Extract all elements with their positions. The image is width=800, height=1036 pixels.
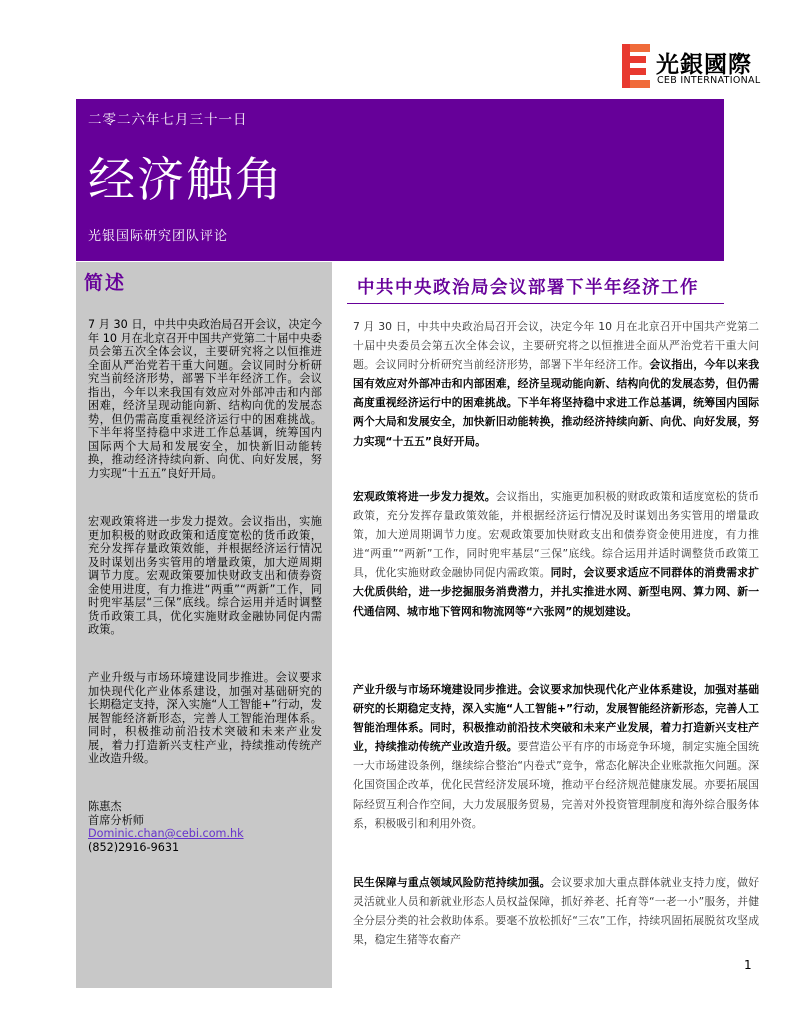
analyst-title: 首席分析师 [88,813,144,827]
article-paragraph [353,873,759,949]
article-title: 中共中央政治局会议部署下半年经济工作 [357,278,699,298]
title-divider [347,303,724,304]
summary-paragraph: 宏观政策将进一步发力提效。会议指出，实施更加积极的财政政策和适度宽松的货币政策，充分发挥存量政策效能，并根据经济运行情况及时谋划出务实管用的增量政策，加大逆周期调节力度。宏观政策要加快财政支出和债券资金使用进度，有力推进“两重”“两新”工作，同时兜牢基层“三保”底线。综合运用并适时调整货币政策工具，优化实施财政金融协同促内需政策。 [88,515,322,636]
page-number: 1 [744,958,752,972]
company-logo [622,44,772,90]
analyst-contact [88,800,244,854]
ceb-logo-icon [622,44,650,88]
paragraph-text: 会议指出，实施更加积极的财政政策和适度宽松的货币政策，充分发挥存量政策效能，并根据经济运行情况及时谋划出务实管用的增量政策，加大逆周期调节力度。宏观政策要加快财政支出和债券资金使用进度，有力推进“两重”“两新”工作，同时兜牢基层“三保”底线。综合运用并适时调整货币政策工具，优化实施财政金融协同促内需政策。 [353,490,760,580]
report-title: 经济触角 [88,153,284,208]
paragraph-emphasis: 同时，会议要求适应不同群体的消费需求扩大优质供给，进一步挖掘服务消费潜力，并扎实推进水网、新型电网、算力网、新一代通信网、城市地下管网和物流网等“六张网”的规划建设。 [353,566,760,618]
article-paragraph [353,680,759,833]
paragraph-text: 要营造公平有序的市场竞争环境，制定实施全国统一大市场建设条例，继续综合整治“内卷式”竞争，常态化解决企业账款拖欠问题。深化国资国企改革，优化民营经济发展环境，推动平台经济规范健康发展。亦要拓展国际经贸互利合作空间，大力发展服务贸易，完善对外投资管理制度和海外综合服务体系，积极吸引和利用外资。 [353,740,760,830]
analyst-email-link[interactable]: Dominic.chan@cebi.com.hk [88,827,244,840]
article-paragraph [353,487,759,621]
article-paragraph [353,317,759,451]
logo-name-en: CEB INTERNATIONAL [657,75,761,86]
analyst-name: 陈惠杰 [88,800,122,813]
paragraph-text: 会议要求加大重点群体就业支持力度，做好灵活就业人员和新就业形态人员权益保障，抓好养老、托育等“一老一小”服务，并健全分层分类的社会救助体系。要毫不放松抓好“三农”工作，持续巩固拓展脱贫攻坚成果，稳定生猪等农畜产 [353,876,760,947]
analyst-phone: (852)2916-9631 [88,840,180,854]
report-date: 二零二六年七月三十一日 [88,112,248,128]
summary-sidebar [76,262,332,988]
report-banner [76,99,724,261]
summary-heading: 简述 [84,272,127,294]
paragraph-lead: 民生保障与重点领域风险防范持续加强。 [353,876,551,889]
paragraph-lead: 产业升级与市场环境建设同步推进。会议要求加快现代化产业体系建设，加强对基础研究的长期稳定支持，深入实施“人工智能+”行动，发展智能经济新形态，完善人工智能治理体系。同时，积极推动前沿技术突破和未来产业发展，着力打造新兴支柱产业，持续推动传统产业改造升级。 [353,683,759,754]
report-subtitle: 光银国际研究团队评论 [88,229,229,244]
logo-name-cn: 光銀國際 [656,52,752,78]
summary-paragraph: 产业升级与市场环境建设同步推进。会议要求加快现代化产业体系建设，加强对基础研究的长期稳定支持，深入实施“人工智能+”行动，发展智能经济新形态，完善人工智能治理体系。同时，积极推动前沿技术突破和未来产业发展，着力打造新兴支柱产业，持续推动传统产业改造升级。 [88,671,322,765]
summary-paragraph: 7 月 30 日，中共中央政治局召开会议，决定今年 10 月在北京召开中国共产党第二十届中央委员会第五次全体会议，主要研究将之以恒推进全面从严治党若干重大问题。会议同时分析研究当前经济形势，部署下半年经济工作。会议指出，今年以来我国有效应对外部冲击和内部困难，经济呈现动能向新、结构向优的发展态势，但仍需高度重视经济运行中的困难挑战。下半年将坚持稳中求进工作总基调，统筹国内国际两个大局和发展安全，加快新旧动能转换，推动经济持续向新、向优、向好发展，努力实现“十五五”良好开局。 [88,318,322,480]
paragraph-text: 7 月 30 日，中共中央政治局召开会议，决定今年 10 月在北京召开中国共产党第二十届中央委员会第五次全体会议，主要研究将之以恒推进全面从严治党若干重大问题。会议同时分析研究当前经济形势，部署下半年经济工作。 [353,320,759,372]
paragraph-emphasis: 会议指出，今年以来我国有效应对外部冲击和内部困难，经济呈现动能向新、结构向优的发展态势，但仍需高度重视经济运行中的困难挑战。下半年将坚持稳中求进工作总基调，统筹国内国际两个大局和发展安全，加快新旧动能转换，推动经济持续向新、向优、向好发展，努力实现“十五五”良好开局。 [353,358,760,448]
paragraph-lead: 宏观政策将进一步发力提效。 [353,490,496,503]
